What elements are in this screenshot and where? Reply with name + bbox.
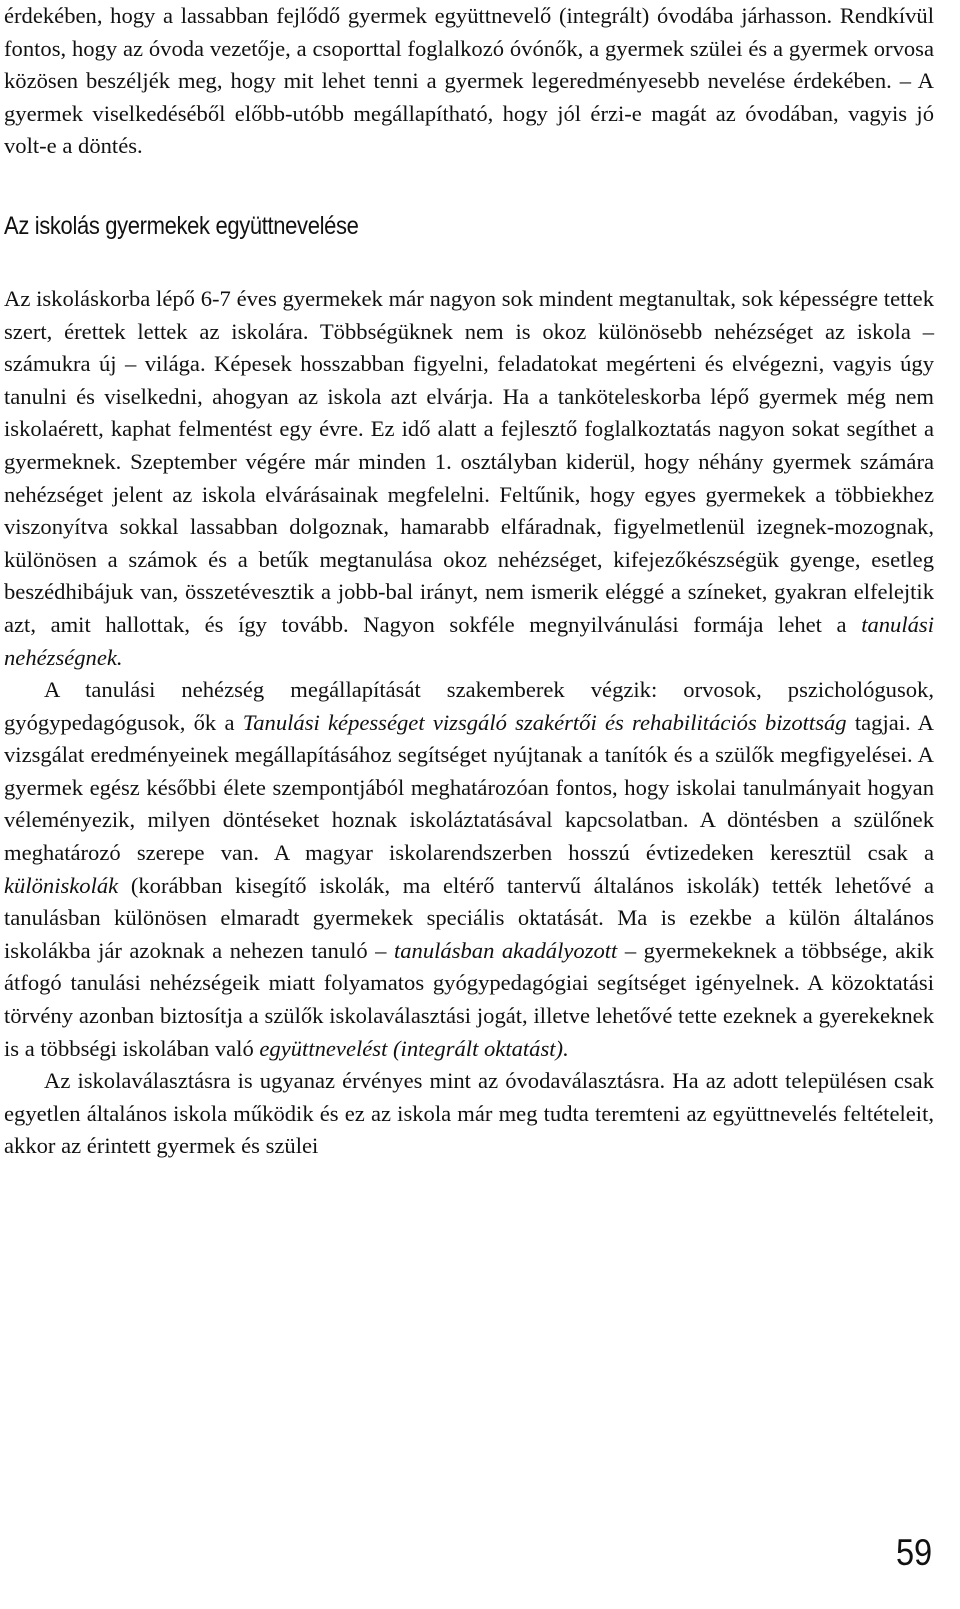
paragraph-2-text: tagjai. A vizsgálat eredményeinek megállapításához segítséget nyújtanak a tanítók és a szülők megfigyelései. A gyermek egész későbbi élete szempontjából meghatározóan fontos, hogy iskolai tanulmányait hogyan véleményezik, milyen döntéseket hoznak iskoláztatásával kapcsolatban. A döntésben a szülőnek meghatározó szerepe van. A magyar iskolarendszerben hosszú évtizedeken keresztül csak a [4, 709, 934, 866]
paragraph-2-emphasis-special-schools: különiskolák [4, 872, 119, 898]
page-number: 59 [895, 1532, 932, 1573]
intro-paragraph: érdekében, hogy a lassabban fejlődő gyermek együttnevelő (integrált) óvodába járhasson. Rendkívül fontos, hogy az óvoda vezetője, a csoporttal foglalkozó óvónők, a gyermek szülei és a gyermek orvosa közösen beszéljék meg, hogy mit lehet tenni a gyermek legeredményesebb nevelése érdekében. – A gyermek viselkedéséből előbb-utóbb megállapítható, hogy jól érzi-e magát az óvodában, vagyis jó volt-e a döntés. [4, 3, 934, 159]
body-paragraph-3: Az iskolaválasztásra is ugyanaz érvényes mint az óvodaválasztásra. Ha az adott településen csak egyetlen általános iskola működik és ez az iskola már meg tudta teremteni az együttnevelés feltételeit, akkor az érintett gyermek és szülei [4, 1068, 934, 1159]
paragraph-2-text: (korábban kisegítő iskolák, ma eltérő tantervű általános iskolák) tették lehetővé a tanulásban különösen elmaradt gyermekek speciális oktatását. Ma is ezekbe a külön általános iskolákba jár azoknak a nehezen tanuló – [4, 872, 934, 963]
body-paragraph-2 [4, 674, 934, 1065]
paragraph-2-emphasis-committee: Tanulási képességet vizsgáló szakértői és rehabilitációs bizottság [242, 709, 847, 735]
document-page [4, 0, 934, 1163]
paragraph-1-emphasis: tanulási nehézségnek. [4, 611, 934, 670]
paragraph-2-emphasis-integration: együttnevelést (integrált oktatást). [259, 1035, 569, 1061]
section-heading: Az iskolás gyermekek együttnevelése [4, 211, 359, 240]
paragraph-1-text: Az iskoláskorba lépő 6-7 éves gyermekek már nagyon sok mindent megtanultak, sok képességre tettek szert, érettek lettek az iskolára. Többségüknek nem is okoz különösebb nehézséget az iskola – számukra új – világa. Képesek hosszabban figyelni, feladatokat megérteni és elvégezni, vagyis úgy tanulni és viselkedni, ahogyan az iskola azt elvárja. Ha a tanköteleskorba lépő gyermek még nem iskolaérett, kaphat felmentést egy évre. Ez idő alatt a fejlesztő foglalkoztatás nagyon sokat segíthet a gyermeknek. Szeptember végére már minden 1. osztályban kiderül, hogy néhány gyermek számára nehézséget jelent az iskola elvárásainak megfelelni. Feltűnik, hogy egyes gyermekek a többiekhez viszonyítva sokkal lassabban dolgoznak, hamarabb elfáradnak, figyelmetlenül izegnek-mozognak, különösen a számok és a betűk megtanulása okoz nehézséget, kifejezőkészségük gyenge, esetleg beszédhibájuk van, összetévesztik a jobb-bal irányt, nem ismerik eléggé a színeket, gyakran elfelejtik azt, amit hallottak, és így tovább. Nagyon sokféle megnyilvánulási formája lehet a [4, 285, 934, 637]
paragraph-2-text: – gyermekeknek a többsége, akik átfogó tanulási nehézségeik miatt folyamatos gyógypedagógiai segítséget igényelnek. A közoktatási törvény azonban biztosítja a szülők iskolaválasztási jogát, illetve lehetővé tette ezeknek a gyerekeknek is a többségi iskolában való [4, 937, 934, 1061]
body-paragraph-1 [4, 283, 934, 674]
paragraph-2-text: A tanulási nehézség megállapítását szakemberek végzik: orvosok, pszichológusok, gyógypedagógusok, ők a [4, 677, 934, 735]
paragraph-2-emphasis-learning-disabled: tanulásban akadályozott [393, 937, 618, 963]
